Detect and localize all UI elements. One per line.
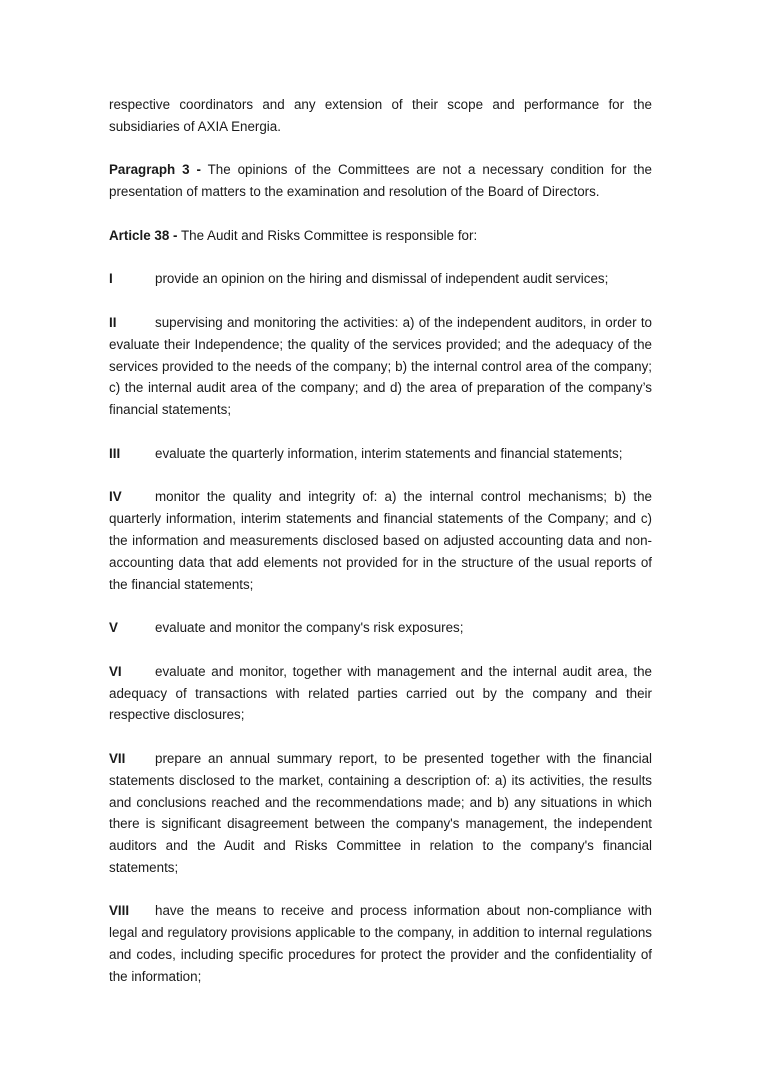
list-item-iv <box>109 486 652 595</box>
item-numeral: VIII <box>109 903 130 919</box>
item-numeral: II <box>109 314 117 330</box>
item-numeral: V <box>109 620 118 636</box>
document-page <box>109 94 652 1009</box>
list-item-v <box>109 617 652 639</box>
article-38-label: Article 38 - <box>109 227 178 243</box>
paragraph-3-label: Paragraph 3 - <box>109 162 201 178</box>
list-item-i <box>109 268 652 290</box>
item-numeral: VI <box>109 663 122 679</box>
item-numeral: III <box>109 445 121 461</box>
item-numeral: VII <box>109 750 126 766</box>
list-item-vi <box>109 661 652 726</box>
item-text: provide an opinion on the hiring and dismissal of independent audit services; <box>155 271 609 287</box>
paragraph-3-text: The opinions of the Committees are not a necessary condition for the presentation of matters to the examination and resolution of the Board of Directors. <box>109 162 652 200</box>
item-text: evaluate and monitor the company's risk exposures; <box>155 620 464 636</box>
paragraph-3 <box>109 159 652 203</box>
item-text: evaluate the quarterly information, interim statements and financial statements; <box>155 445 623 461</box>
list-item-iii <box>109 443 652 465</box>
intro-continuation: respective coordinators and any extension of their scope and performance for the subsidiaries of AXIA Energia. <box>109 97 652 134</box>
item-text: prepare an annual summary report, to be presented together with the financial statements disclosed to the market, containing a description of: a) its activities, the results and conclusions reached and the recommendations made; and b) any situations in which there is significant disagreement between the company's management, the independent auditors and the Audit and Risks Committee in relation to the company's financial statements; <box>109 750 652 875</box>
list-item-vii <box>109 748 652 879</box>
list-item-viii <box>109 900 652 987</box>
article-38-heading <box>109 225 652 247</box>
article-38-text: The Audit and Risks Committee is responsible for: <box>177 227 478 243</box>
item-text: monitor the quality and integrity of: a) the internal control mechanisms; b) the quarterly information, interim statements and financial statements of the Company; and c) the information and measurements disclosed based on adjusted accounting data and non-accounting data that add elements not provided for in the structure of the usual reports of the financial statements; <box>109 489 652 592</box>
list-item-ii <box>109 312 652 421</box>
item-text: supervising and monitoring the activities: a) of the independent auditors, in order to evaluate their Independence; the quality of the services provided; and the adequacy of the services provided to the needs of the company; b) the internal control area of the company; c) the internal audit area of the company; and d) the area of preparation of the company’s financial statements; <box>109 314 652 418</box>
item-numeral: I <box>109 271 113 287</box>
item-text: have the means to receive and process information about non-compliance with legal and regulatory provisions applicable to the company, in addition to internal regulations and codes, including specific procedures for protect the provider and the confidentiality of the information; <box>109 903 652 984</box>
item-numeral: IV <box>109 489 122 505</box>
item-text: evaluate and monitor, together with management and the internal audit area, the adequacy of transactions with related parties carried out by the company and their respective disclosures; <box>109 663 652 723</box>
